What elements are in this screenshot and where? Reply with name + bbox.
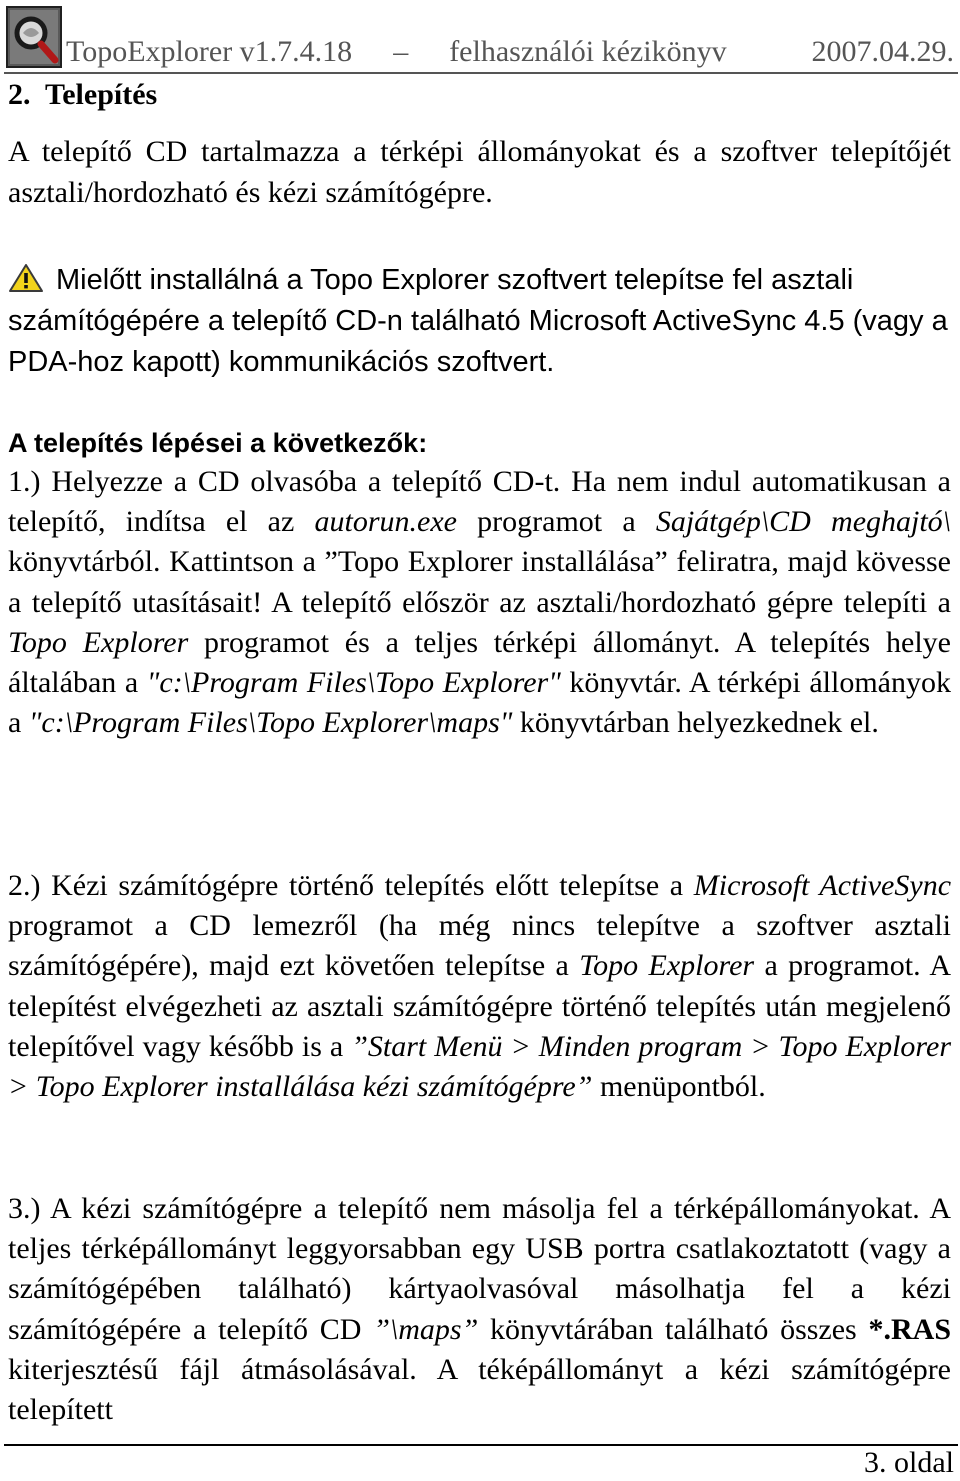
header-date: 2007.04.29. — [811, 35, 954, 68]
start-menu-path: ”Start Menü > Minden program > Topo Explorer > Topo Explorer installálása kézi számítógépre” — [8, 1029, 951, 1104]
step-2-text: 2.) Kézi számítógépre történő telepítés előtt telepítse a — [8, 869, 694, 902]
step-2-paragraph — [8, 866, 951, 1107]
step-3-text: 3.) A kézi számítógépre a telepítő nem másolja fel a térképállományokat. A teljes térképállományt leggyorsabban egy USB portra csatlakoztatott (vagy a számítógépében található) kártyaolvasóval másolhatja fel a kézi számítógépére a telepítő CD — [8, 1192, 951, 1346]
maps-folder: ”\maps” — [373, 1312, 479, 1346]
product-name: Topo Explorer — [579, 949, 755, 983]
step-3-paragraph — [8, 1189, 951, 1430]
section-number: 2. — [8, 78, 31, 111]
intro-paragraph: A telepítő CD tartalmazza a térképi állományokat és a szoftver telepítőjét asztali/hordozható és kézi számítógépre. — [8, 135, 951, 209]
step-1-text: könyvtár. A térképi állományok a — [8, 666, 951, 740]
maps-path: "c:\Program Files\Topo Explorer\maps" — [28, 706, 513, 740]
step-1-text: programot és a teljes térképi állományt. A telepítés helye általában a — [8, 625, 951, 700]
activesync-name: Microsoft ActiveSync — [693, 869, 952, 902]
running-header — [66, 34, 954, 70]
ras-extension: *.RAS — [868, 1312, 951, 1346]
autorun-exe: autorun.exe — [314, 505, 457, 539]
header-dash: – — [393, 35, 409, 68]
section-title-text: Telepítés — [44, 78, 158, 111]
section-title — [8, 76, 157, 114]
header-doc-type: felhasználói kézikönyv — [449, 35, 727, 68]
warning-paragraph — [8, 260, 951, 383]
product-name: Topo Explorer — [8, 625, 189, 659]
step-1-text: 1.) Helyezze a CD olvasóba a telepítő CD-t. Ha nem indul automatikusan a telepítő, indítsa el az — [8, 465, 951, 539]
topoexplorer-logo — [6, 6, 62, 68]
steps-heading: A telepítés lépései a következők: — [8, 428, 428, 458]
warning-text: Mielőtt installálná a Topo Explorer szoftvert telepítse fel asztali számítógépére a telepítő CD-n található Microsoft ActiveSync 4.5 (vagy a PDA-hoz kapott) kommunikációs szoftvert. — [8, 264, 948, 378]
step-1-text: programot a — [456, 505, 656, 539]
step-1-text: könyvtárban helyezkednek el. — [512, 706, 879, 740]
step-3-text: kiterjesztésű fájl átmásolásával. A téképállományt a kézi számítógépre telepített — [8, 1352, 951, 1427]
page-number: 3. oldal — [864, 1446, 954, 1479]
header-product: TopoExplorer v1.7.4.18 — [66, 35, 353, 68]
step-2-text: programot a CD lemezről (ha még nincs telepítve a szoftver asztali számítógépére), majd ezt követően telepítse a — [8, 909, 951, 983]
warning-triangle-icon — [8, 263, 44, 293]
step-2-text: menüpontból. — [592, 1070, 766, 1104]
header-divider — [4, 72, 958, 74]
step-3-text: könyvtárában található összes — [478, 1312, 869, 1346]
install-path: "c:\Program Files\Topo Explorer" — [146, 666, 561, 700]
step-1-text: könyvtárból. Kattintson a ”Topo Explorer installálása” feliratra, majd kövesse a telepítő utasításait! A telepítő először az asztali/hordozható gépre telepíti a — [8, 545, 951, 619]
footer-divider — [4, 1444, 958, 1446]
cd-drive-path: Sajátgép\CD meghajtó\ — [655, 505, 952, 539]
step-1-paragraph — [8, 462, 951, 743]
step-2-text: a programot. A telepítést elvégezheti az asztali számítógépre történő telepítés után megjelenő telepítővel vagy később is a — [8, 949, 951, 1063]
